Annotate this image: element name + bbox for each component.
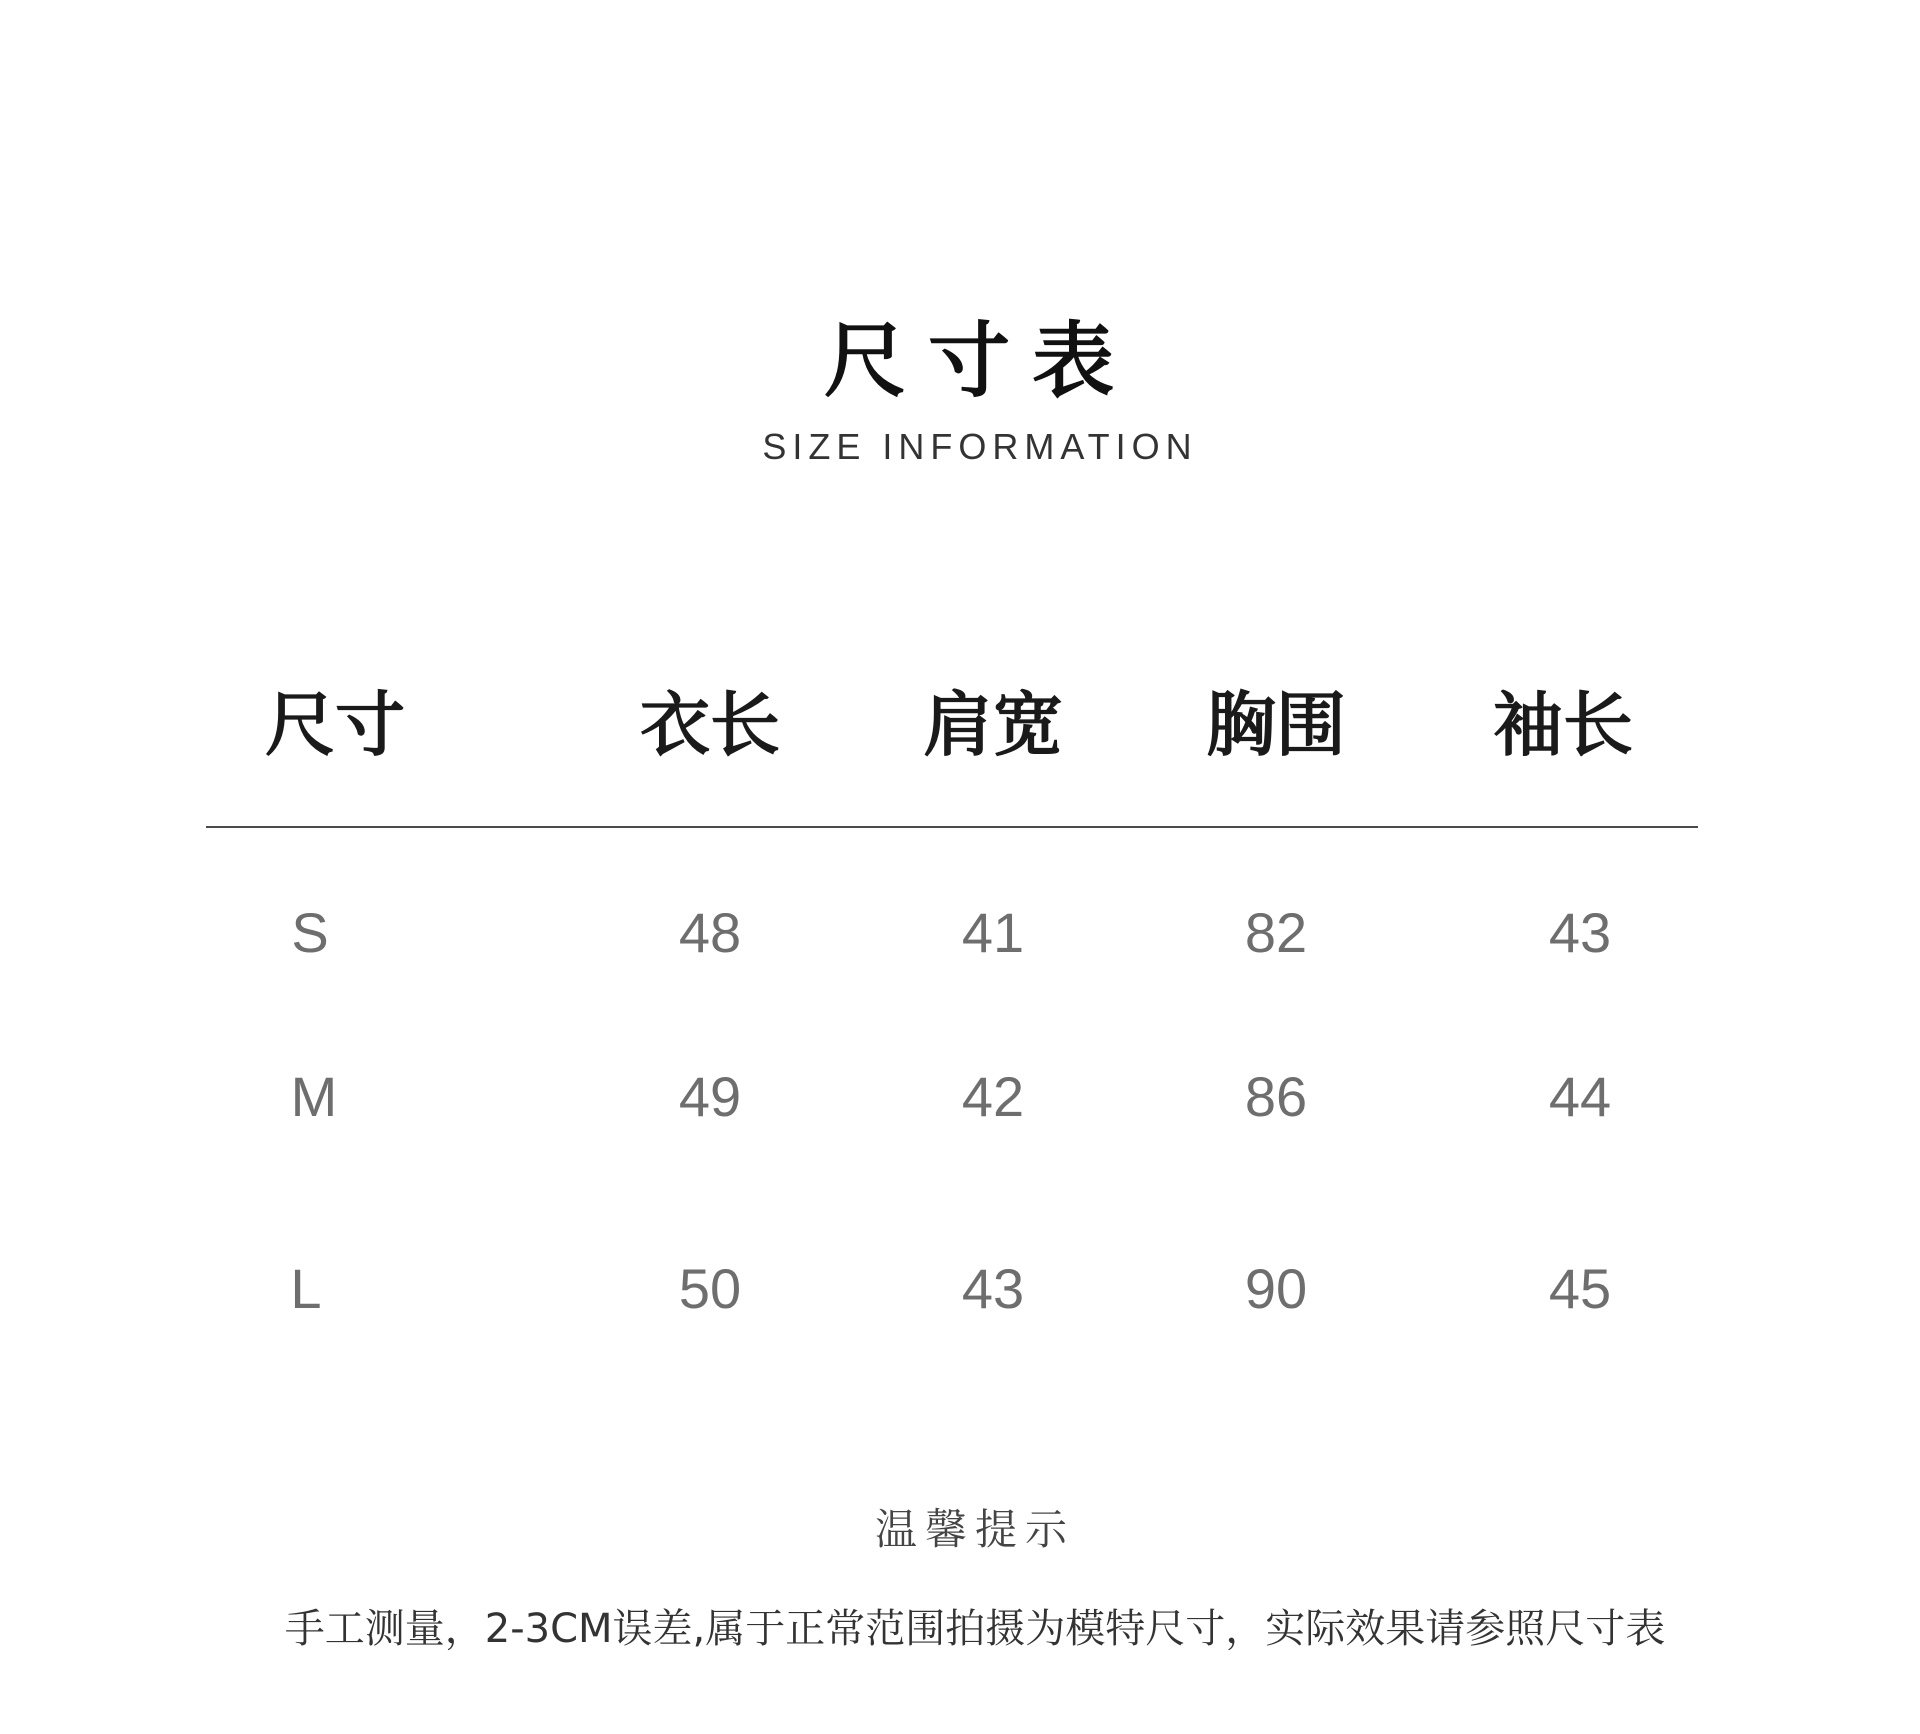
row-size-cell: M: [290, 1065, 338, 1128]
header-divider: [206, 826, 1698, 828]
tips-text: 手工测量，2-3CM误差,属于正常范围拍摄为模特尺寸，实际效果请参照尺寸表: [284, 1606, 1666, 1652]
row-size-cell: L: [290, 1257, 322, 1320]
header-shoulder: 肩宽: [923, 684, 1063, 766]
tips-title: 温馨提示: [874, 1505, 1075, 1554]
row-value-cell: 42: [961, 1065, 1025, 1128]
row-value-cell: 50: [678, 1257, 742, 1320]
row-value-cell: 82: [1244, 901, 1308, 964]
page-title: 尺寸表: [823, 314, 1136, 409]
header-chest: 胸围: [1206, 684, 1346, 766]
page-subtitle: SIZE INFORMATION: [762, 426, 1198, 467]
row-value-cell: 45: [1548, 1257, 1612, 1320]
header-size: 尺寸: [265, 684, 405, 766]
row-value-cell: 43: [961, 1257, 1025, 1320]
row-value-cell: 48: [678, 901, 742, 964]
row-value-cell: 41: [961, 901, 1025, 964]
row-value-cell: 86: [1244, 1065, 1308, 1128]
row-value-cell: 90: [1244, 1257, 1308, 1320]
row-value-cell: 43: [1548, 901, 1612, 964]
row-value-cell: 49: [678, 1065, 742, 1128]
row-size-cell: S: [291, 901, 329, 964]
row-value-cell: 44: [1548, 1065, 1612, 1128]
header-length: 衣长: [640, 684, 780, 766]
header-sleeve: 袖长: [1493, 684, 1633, 766]
